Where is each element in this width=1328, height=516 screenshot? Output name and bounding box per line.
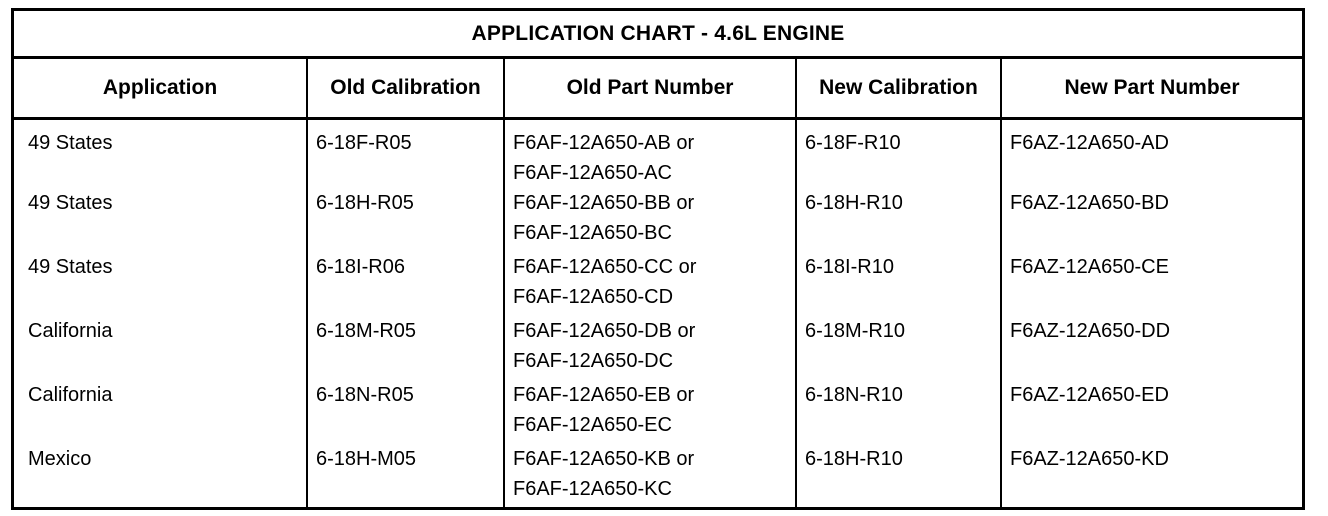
- table-row: [14, 252, 1302, 316]
- header-application: Application: [14, 59, 307, 119]
- application-cell: 49 States: [28, 192, 113, 214]
- old-part-number-line: F6AF-12A650-KB or: [513, 448, 695, 470]
- old-part-number-line: F6AF-12A650-BB or: [513, 192, 695, 214]
- old-part-number-cell: [504, 380, 796, 444]
- new-calibration-cell: 6-18F-R10: [796, 119, 1001, 189]
- new-calibration-cell: 6-18I-R10: [796, 252, 1001, 316]
- application-cell: Mexico: [28, 448, 92, 470]
- old-part-number-line: F6AF-12A650-EC: [513, 414, 672, 436]
- old-calibration-cell: 6-18F-R05: [307, 119, 504, 189]
- new-part-number-cell: F6AZ-12A650-DD: [1001, 316, 1302, 380]
- old-calibration-cell: 6-18I-R06: [307, 252, 504, 316]
- old-part-number-line: F6AF-12A650-EB or: [513, 384, 695, 406]
- old-calibration-cell: 6-18H-M05: [307, 444, 504, 508]
- table-row: [14, 444, 1302, 508]
- application-cell: California: [28, 320, 113, 342]
- old-part-number-cell: [504, 119, 796, 189]
- old-part-number-line: F6AF-12A650-CC or: [513, 256, 697, 278]
- old-part-number-line: F6AF-12A650-AB or: [513, 132, 695, 154]
- new-calibration-cell: 6-18N-R10: [796, 380, 1001, 444]
- application-cell: 49 States: [28, 256, 113, 278]
- old-part-number-line: F6AF-12A650-CD: [513, 286, 674, 308]
- new-part-number-cell: F6AZ-12A650-AD: [1001, 119, 1302, 189]
- chart-title: APPLICATION CHART - 4.6L ENGINE: [14, 11, 1302, 59]
- table-row: [14, 316, 1302, 380]
- new-part-number-cell: F6AZ-12A650-KD: [1001, 444, 1302, 508]
- table-row: [14, 188, 1302, 252]
- application-table: [14, 59, 1302, 508]
- header-new-calibration: New Calibration: [796, 59, 1001, 119]
- header-old-calibration: Old Calibration: [307, 59, 504, 119]
- application-cell: California: [28, 384, 113, 406]
- old-part-number-cell: [504, 444, 796, 508]
- old-calibration-cell: 6-18H-R05: [307, 188, 504, 252]
- old-part-number-line: F6AF-12A650-BC: [513, 222, 672, 244]
- old-part-number-cell: [504, 252, 796, 316]
- old-calibration-cell: 6-18N-R05: [307, 380, 504, 444]
- new-calibration-cell: 6-18M-R10: [796, 316, 1001, 380]
- new-part-number-cell: F6AZ-12A650-ED: [1001, 380, 1302, 444]
- new-calibration-cell: 6-18H-R10: [796, 188, 1001, 252]
- old-part-number-line: F6AF-12A650-DC: [513, 350, 674, 372]
- application-chart: [11, 8, 1305, 510]
- old-part-number-line: F6AF-12A650-DB or: [513, 320, 696, 342]
- new-part-number-cell: F6AZ-12A650-CE: [1001, 252, 1302, 316]
- application-cell: 49 States: [28, 132, 113, 154]
- old-part-number-line: F6AF-12A650-KC: [513, 478, 672, 500]
- new-part-number-cell: F6AZ-12A650-BD: [1001, 188, 1302, 252]
- old-part-number-cell: [504, 188, 796, 252]
- table-row: [14, 380, 1302, 444]
- old-calibration-cell: 6-18M-R05: [307, 316, 504, 380]
- new-calibration-cell: 6-18H-R10: [796, 444, 1001, 508]
- old-part-number-cell: [504, 316, 796, 380]
- header-new-part-number: New Part Number: [1001, 59, 1302, 119]
- header-old-part-number: Old Part Number: [504, 59, 796, 119]
- old-part-number-line: F6AF-12A650-AC: [513, 162, 672, 184]
- table-row: [14, 119, 1302, 189]
- header-row: [14, 59, 1302, 119]
